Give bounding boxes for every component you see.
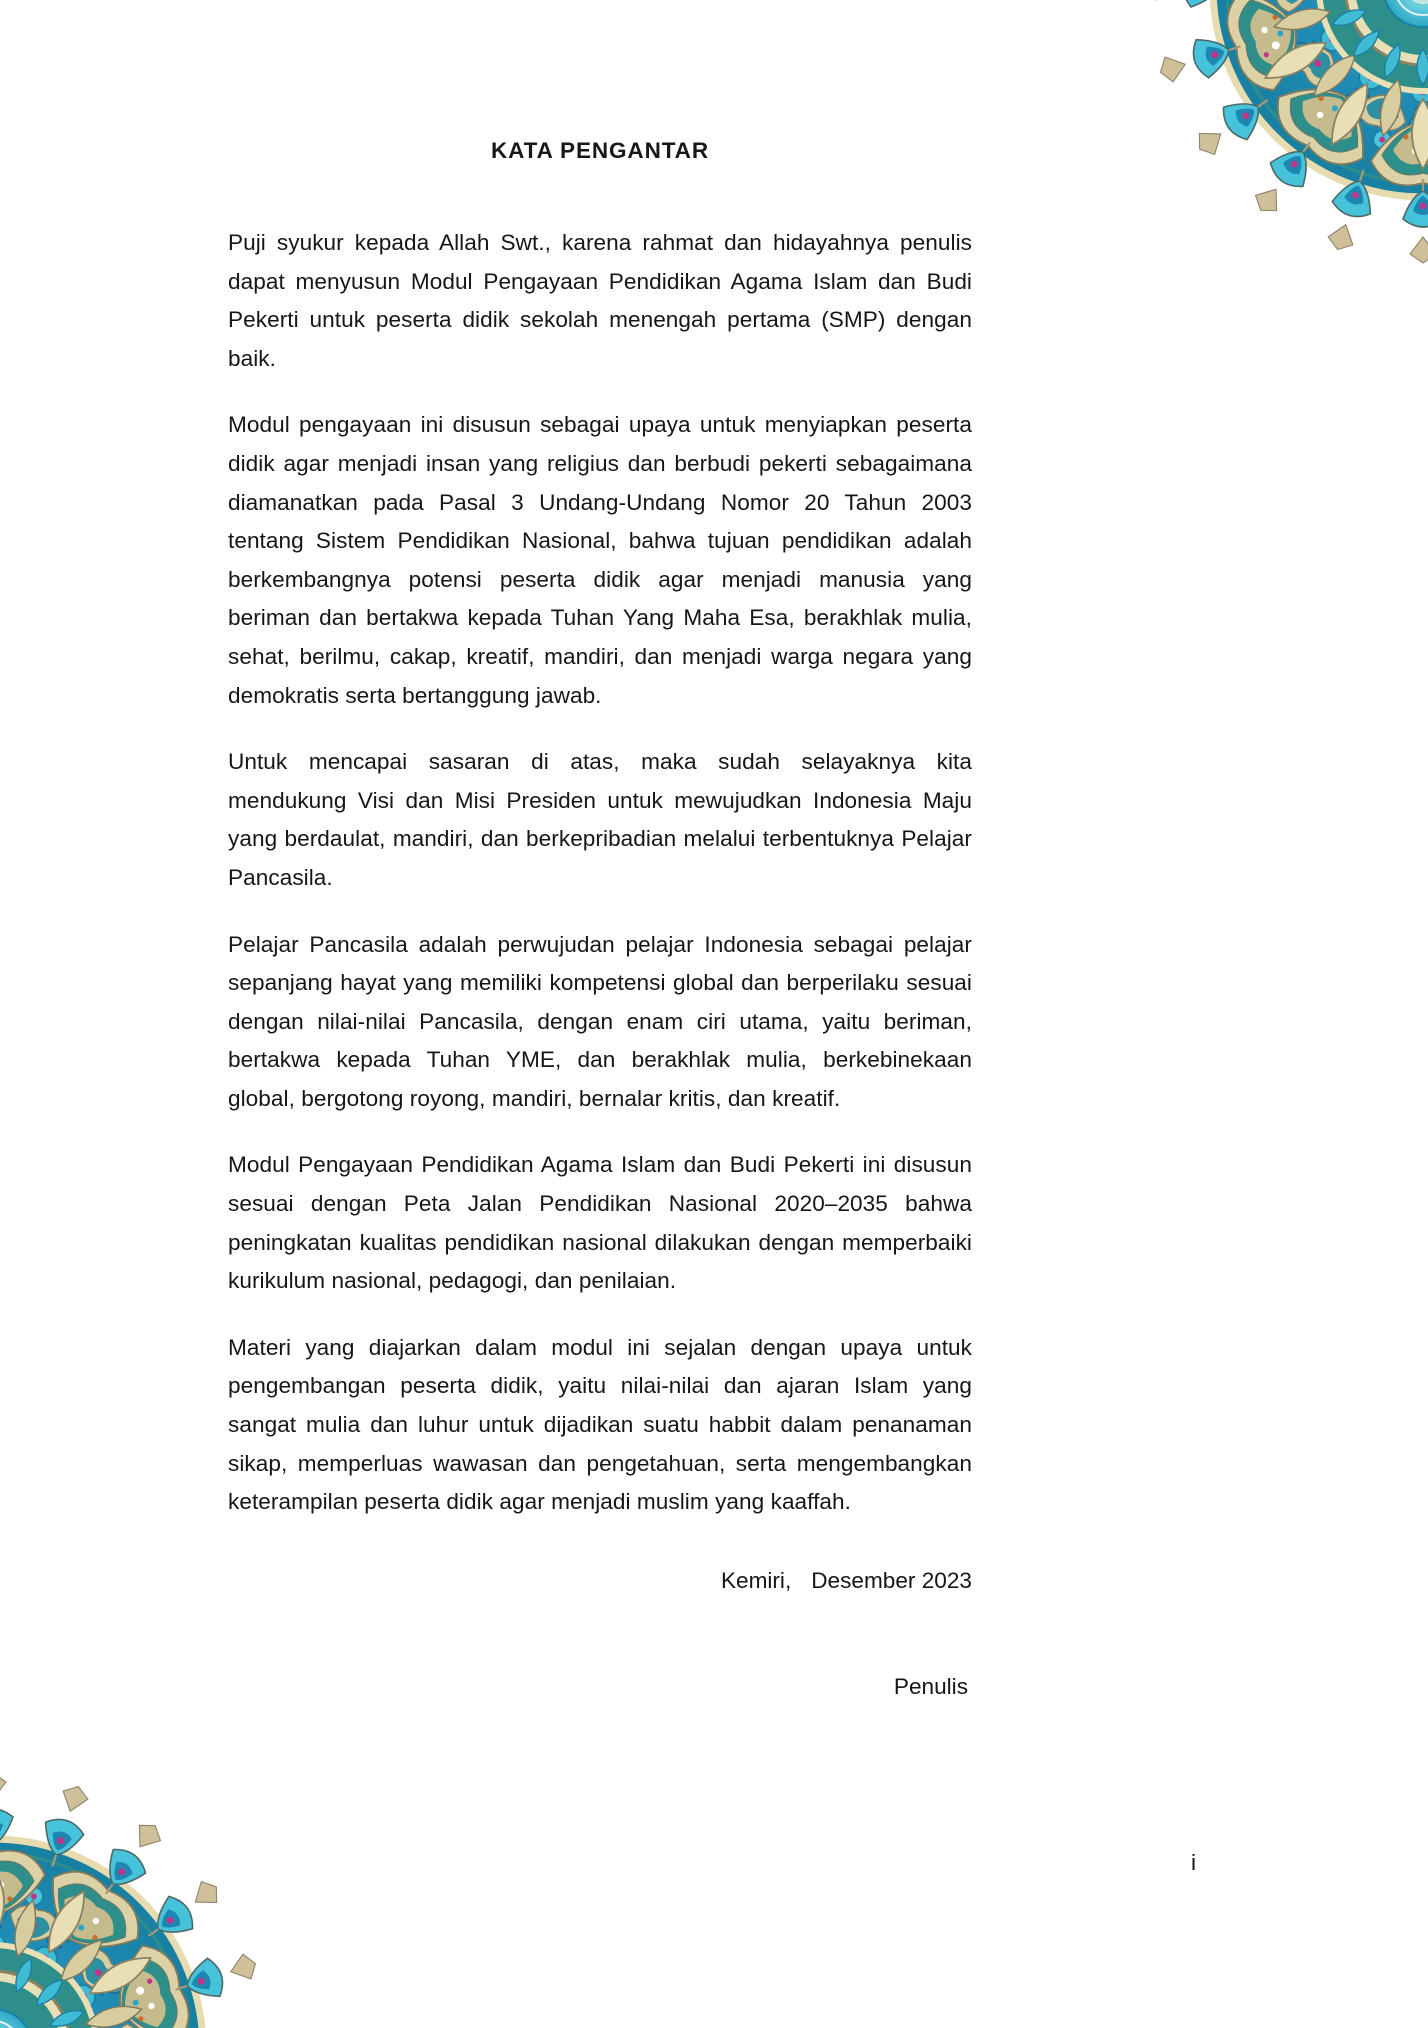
- signature-block: [228, 1562, 972, 1601]
- signature-author: Penulis: [893, 1674, 968, 1700]
- page-title: KATA PENGANTAR: [490, 138, 709, 163]
- paragraph-4: Pelajar Pancasila adalah perwujudan pelajar Indonesia sebagai pelajar sepanjang hayat yang memiliki kompetensi global dan berperilaku sesuai dengan nilai-nilai Pancasila, dengan enam ciri utama, yaitu beriman, bertakwa kepada Tuhan YME, dan berakhlak mulia, berkebinekaan global, bergotong royong, mandiri, bernalar kritis, dan kreatif.: [228, 931, 972, 1111]
- paragraph-3: Untuk mencapai sasaran di atas, maka sudah selayaknya kita mendukung Visi dan Misi Presiden untuk mewujudkan Indonesia Maju yang berdaulat, mandiri, dan berkepribadian melalui terbentuknya Pelajar Pancasila.: [228, 749, 972, 890]
- paragraph-5: Modul Pengayaan Pendidikan Agama Islam dan Budi Pekerti ini disusun sesuai dengan Peta Jalan Pendidikan Nasional 2020–2035 bahwa peningkatan kualitas pendidikan nasional dilakukan dengan memperbaiki kurikulum nasional, pedagogi, dan penilaian.: [228, 1152, 972, 1294]
- paragraph-1: Puji syukur kepada Allah Swt., karena rahmat dan hidayahnya penulis dapat menyusun Modul Pengayaan Pendidikan Agama Islam dan Budi Pekerti untuk peserta didik sekolah menengah pertama (SMP) dengan baik.: [228, 230, 972, 371]
- document-body: [228, 0, 972, 1700]
- islamic-mandala-ornament-bottom-left: [0, 1684, 358, 2028]
- paragraph-2: Modul pengayaan ini disusun sebagai upaya untuk menyiapkan peserta didik agar menjadi insan yang religius dan berbudi pekerti sebagaimana diamanatkan pada Pasal 3 Undang-Undang Nomor 20 Tahun 2003 tentang Sistem Pendidikan Nasional, bahwa tujuan pendidikan adalah berkembangnya potensi peserta didik agar menjadi manusia yang beriman dan bertakwa kepada Tuhan Yang Maha Esa, berakhlak mulia, sehat, berilmu, cakap, kreatif, mandiri, dan menjadi warga negara yang demokratis serta bertanggung jawab.: [228, 412, 972, 708]
- page-number: i: [1190, 1850, 1196, 1875]
- signature-date: Desember 2023: [811, 1567, 972, 1593]
- paragraph-6: Materi yang diajarkan dalam modul ini sejalan dengan upaya untuk pengembangan peserta didik, yaitu nilai-nilai dan ajaran Islam yang sangat mulia dan luhur untuk dijadikan suatu habbit dalam penanaman sikap, memperluas wawasan dan pengetahuan, serta mengembangkan keterampilan peserta didik agar menjadi muslim yang kaaffah.: [228, 1334, 972, 1515]
- signature-place: Kemiri,: [720, 1567, 792, 1593]
- islamic-mandala-ornament-top-right: [1058, 0, 1428, 352]
